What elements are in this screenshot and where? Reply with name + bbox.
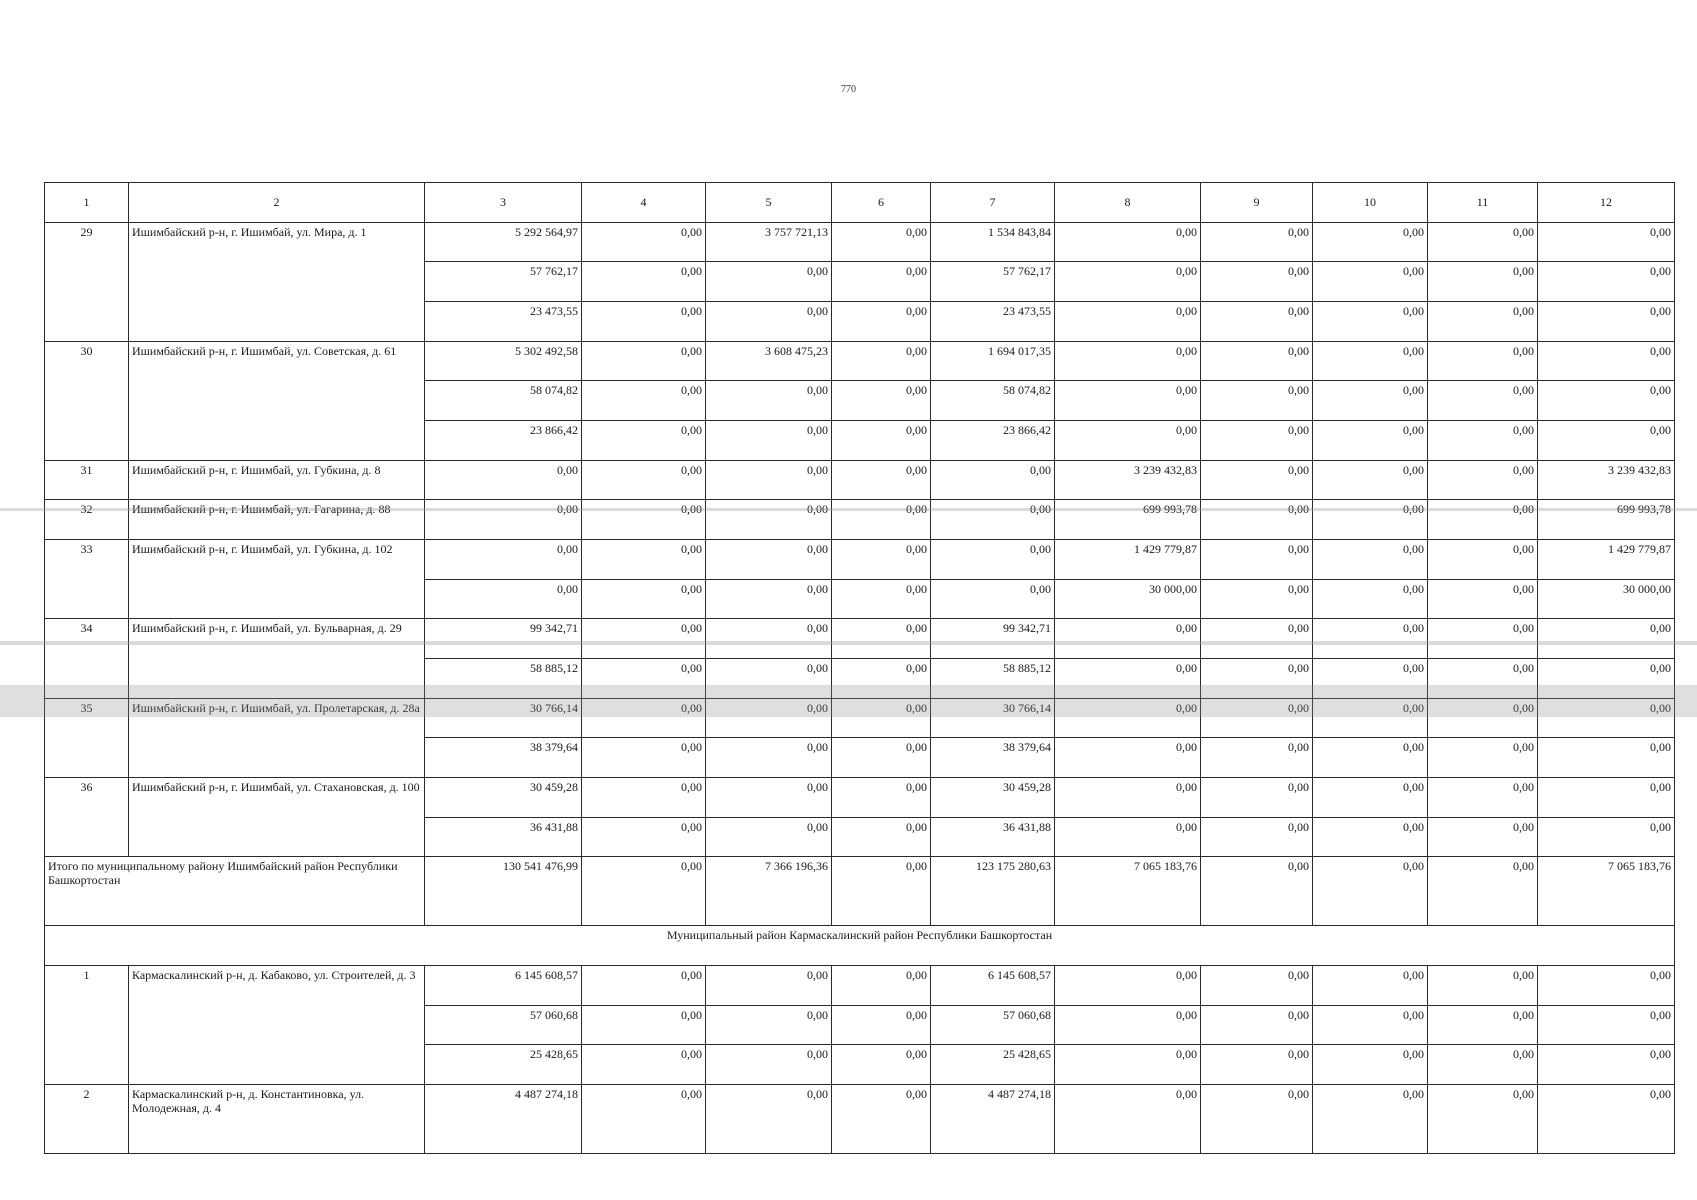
amount-cell: 0,00 [582, 698, 706, 738]
amount-cell: 5 302 492,58 [425, 341, 582, 381]
row-number: 32 [45, 500, 129, 540]
amount-cell: 0,00 [1055, 738, 1201, 778]
table-row [45, 778, 1675, 818]
row-number: 30 [45, 341, 129, 460]
column-header: 9 [1201, 183, 1313, 223]
amount-cell: 0,00 [582, 1005, 706, 1045]
amount-cell: 0,00 [1313, 460, 1428, 500]
amount-cell: 30 766,14 [425, 698, 582, 738]
amount-cell: 0,00 [1538, 1045, 1675, 1085]
amount-cell: 0,00 [425, 500, 582, 540]
amount-cell: 0,00 [832, 738, 931, 778]
amount-cell: 0,00 [832, 966, 931, 1006]
amount-cell: 0,00 [1538, 619, 1675, 659]
amount-cell: 0,00 [1201, 500, 1313, 540]
amount-cell: 0,00 [582, 262, 706, 302]
row-number: 2 [45, 1085, 129, 1154]
amount-cell: 25 428,65 [425, 1045, 582, 1085]
amount-cell: 0,00 [1201, 222, 1313, 262]
header-row [45, 183, 1675, 223]
amount-cell: 6 145 608,57 [931, 966, 1055, 1006]
amount-cell: 0,00 [832, 341, 931, 381]
address-cell: Кармаскалинский р-н, д. Константиновка, ул. Молодежная, д. 4 [129, 1085, 425, 1154]
amount-cell: 0,00 [582, 460, 706, 500]
amount-cell: 0,00 [706, 500, 832, 540]
address-cell: Кармаскалинский р-н, д. Кабаково, ул. Строителей, д. 3 [129, 966, 425, 1085]
amount-cell: 36 431,88 [931, 817, 1055, 857]
amount-cell: 0,00 [1428, 540, 1538, 580]
amount-cell: 0,00 [1313, 738, 1428, 778]
amount-cell: 0,00 [706, 579, 832, 619]
amount-cell: 25 428,65 [931, 1045, 1055, 1085]
amount-cell: 0,00 [832, 659, 931, 699]
amount-cell: 0,00 [1055, 966, 1201, 1006]
amount-cell: 0,00 [1538, 966, 1675, 1006]
row-number: 34 [45, 619, 129, 698]
amount-cell: 0,00 [832, 222, 931, 262]
amount-cell: 0,00 [1428, 579, 1538, 619]
amount-cell: 0,00 [832, 381, 931, 421]
amount-cell: 0,00 [582, 302, 706, 342]
table-row [45, 698, 1675, 738]
amount-cell: 699 993,78 [1055, 500, 1201, 540]
amount-cell: 0,00 [582, 817, 706, 857]
amount-cell: 0,00 [1055, 341, 1201, 381]
amount-cell: 38 379,64 [931, 738, 1055, 778]
amount-cell: 0,00 [1313, 579, 1428, 619]
total-amount-cell: 130 541 476,99 [425, 857, 582, 926]
amount-cell: 0,00 [1538, 341, 1675, 381]
amount-cell: 0,00 [1428, 1005, 1538, 1045]
amount-cell: 3 608 475,23 [706, 341, 832, 381]
section-title: Муниципальный район Кармаскалинский район Республики Башкортостан [45, 926, 1675, 966]
amount-cell: 57 060,68 [931, 1005, 1055, 1045]
column-header: 8 [1055, 183, 1201, 223]
amount-cell: 0,00 [706, 1085, 832, 1154]
column-header: 11 [1428, 183, 1538, 223]
amount-cell: 0,00 [1538, 262, 1675, 302]
amount-cell: 0,00 [1428, 262, 1538, 302]
amount-cell: 0,00 [1313, 659, 1428, 699]
amount-cell: 0,00 [1313, 1045, 1428, 1085]
amount-cell: 0,00 [582, 1045, 706, 1085]
column-header: 4 [582, 183, 706, 223]
row-number: 1 [45, 966, 129, 1085]
amount-cell: 6 145 608,57 [425, 966, 582, 1006]
amount-cell: 36 431,88 [425, 817, 582, 857]
amount-cell: 3 239 432,83 [1055, 460, 1201, 500]
amount-cell: 0,00 [1055, 817, 1201, 857]
amount-cell: 0,00 [1313, 966, 1428, 1006]
amount-cell: 0,00 [1428, 659, 1538, 699]
amount-cell: 0,00 [706, 1005, 832, 1045]
amount-cell: 0,00 [1201, 1045, 1313, 1085]
amount-cell: 0,00 [931, 540, 1055, 580]
amount-cell: 0,00 [582, 540, 706, 580]
amount-cell: 699 993,78 [1538, 500, 1675, 540]
amount-cell: 0,00 [1055, 619, 1201, 659]
page-number: 770 [841, 84, 856, 95]
amount-cell: 0,00 [706, 460, 832, 500]
amount-cell: 0,00 [1201, 659, 1313, 699]
total-amount-cell: 0,00 [1428, 857, 1538, 926]
amount-cell: 0,00 [1313, 341, 1428, 381]
amount-cell: 0,00 [582, 500, 706, 540]
amount-cell: 30 459,28 [425, 778, 582, 818]
amount-cell: 1 694 017,35 [931, 341, 1055, 381]
total-amount-cell: 7 065 183,76 [1538, 857, 1675, 926]
amount-cell: 0,00 [1055, 262, 1201, 302]
column-header: 5 [706, 183, 832, 223]
amount-cell: 0,00 [1313, 302, 1428, 342]
column-header: 10 [1313, 183, 1428, 223]
amount-cell: 1 429 779,87 [1538, 540, 1675, 580]
amount-cell: 0,00 [832, 500, 931, 540]
amount-cell: 0,00 [582, 579, 706, 619]
amount-cell: 5 292 564,97 [425, 222, 582, 262]
address-cell: Ишимбайский р-н, г. Ишимбай, ул. Гагарина, д. 88 [129, 500, 425, 540]
section-row [45, 926, 1675, 966]
amount-cell: 0,00 [582, 738, 706, 778]
table-row [45, 966, 1675, 1006]
amount-cell: 0,00 [582, 966, 706, 1006]
column-header: 3 [425, 183, 582, 223]
amount-cell: 4 487 274,18 [931, 1085, 1055, 1154]
amount-cell: 0,00 [1313, 778, 1428, 818]
amount-cell: 4 487 274,18 [425, 1085, 582, 1154]
amount-cell: 0,00 [1428, 698, 1538, 738]
amount-cell: 0,00 [1201, 738, 1313, 778]
amount-cell: 0,00 [832, 698, 931, 738]
amount-cell: 0,00 [1538, 381, 1675, 421]
amount-cell: 0,00 [582, 778, 706, 818]
amount-cell: 0,00 [1538, 1005, 1675, 1045]
amount-cell: 0,00 [832, 817, 931, 857]
amount-cell: 0,00 [1201, 698, 1313, 738]
table-row [45, 500, 1675, 540]
amount-cell: 0,00 [706, 778, 832, 818]
amount-cell: 0,00 [582, 659, 706, 699]
amount-cell: 30 000,00 [1055, 579, 1201, 619]
amount-cell: 0,00 [1428, 1045, 1538, 1085]
amount-cell: 58 074,82 [931, 381, 1055, 421]
amount-cell: 0,00 [582, 222, 706, 262]
amount-cell: 0,00 [1428, 500, 1538, 540]
amount-cell: 0,00 [931, 460, 1055, 500]
row-number: 33 [45, 540, 129, 619]
amount-cell: 1 534 843,84 [931, 222, 1055, 262]
row-number: 29 [45, 222, 129, 341]
budget-table [44, 182, 1675, 1154]
amount-cell: 0,00 [582, 619, 706, 659]
amount-cell: 0,00 [931, 579, 1055, 619]
column-header: 1 [45, 183, 129, 223]
amount-cell: 0,00 [832, 1085, 931, 1154]
amount-cell: 0,00 [1313, 1005, 1428, 1045]
amount-cell: 3 239 432,83 [1538, 460, 1675, 500]
amount-cell: 0,00 [1428, 421, 1538, 461]
amount-cell: 0,00 [1428, 619, 1538, 659]
amount-cell: 0,00 [425, 540, 582, 580]
total-amount-cell: 0,00 [832, 857, 931, 926]
amount-cell: 0,00 [931, 500, 1055, 540]
total-amount-cell: 7 065 183,76 [1055, 857, 1201, 926]
amount-cell: 0,00 [1201, 817, 1313, 857]
amount-cell: 0,00 [706, 619, 832, 659]
column-header: 6 [832, 183, 931, 223]
amount-cell: 0,00 [1538, 778, 1675, 818]
table-row [45, 619, 1675, 659]
amount-cell: 0,00 [832, 1005, 931, 1045]
amount-cell: 0,00 [706, 659, 832, 699]
table-row [45, 460, 1675, 500]
row-number: 35 [45, 698, 129, 777]
amount-cell: 0,00 [425, 460, 582, 500]
address-cell: Ишимбайский р-н, г. Ишимбай, ул. Мира, д. 1 [129, 222, 425, 341]
amount-cell: 0,00 [1538, 817, 1675, 857]
amount-cell: 0,00 [1428, 738, 1538, 778]
amount-cell: 0,00 [1055, 1005, 1201, 1045]
total-amount-cell: 0,00 [582, 857, 706, 926]
amount-cell: 0,00 [1055, 778, 1201, 818]
amount-cell: 0,00 [582, 1085, 706, 1154]
amount-cell: 0,00 [1313, 381, 1428, 421]
amount-cell: 0,00 [706, 540, 832, 580]
amount-cell: 0,00 [1055, 222, 1201, 262]
column-header: 12 [1538, 183, 1675, 223]
address-cell: Ишимбайский р-н, г. Ишимбай, ул. Губкина, д. 8 [129, 460, 425, 500]
amount-cell: 0,00 [1538, 1085, 1675, 1154]
amount-cell: 0,00 [706, 1045, 832, 1085]
amount-cell: 0,00 [1538, 222, 1675, 262]
amount-cell: 0,00 [1313, 619, 1428, 659]
amount-cell: 0,00 [832, 540, 931, 580]
amount-cell: 3 757 721,13 [706, 222, 832, 262]
amount-cell: 1 429 779,87 [1055, 540, 1201, 580]
amount-cell: 58 074,82 [425, 381, 582, 421]
amount-cell: 0,00 [1055, 698, 1201, 738]
amount-cell: 0,00 [1428, 302, 1538, 342]
column-header: 2 [129, 183, 425, 223]
amount-cell: 0,00 [1055, 302, 1201, 342]
amount-cell: 0,00 [706, 302, 832, 342]
amount-cell: 0,00 [1055, 659, 1201, 699]
amount-cell: 0,00 [1313, 698, 1428, 738]
amount-cell: 0,00 [832, 302, 931, 342]
amount-cell: 0,00 [1201, 540, 1313, 580]
amount-cell: 0,00 [706, 738, 832, 778]
amount-cell: 0,00 [1201, 579, 1313, 619]
amount-cell: 0,00 [1201, 262, 1313, 302]
total-amount-cell: 123 175 280,63 [931, 857, 1055, 926]
table-row [45, 341, 1675, 381]
amount-cell: 0,00 [706, 262, 832, 302]
amount-cell: 0,00 [1201, 421, 1313, 461]
amount-cell: 0,00 [582, 421, 706, 461]
amount-cell: 0,00 [1538, 302, 1675, 342]
amount-cell: 0,00 [706, 421, 832, 461]
total-amount-cell: 0,00 [1201, 857, 1313, 926]
amount-cell: 0,00 [1428, 341, 1538, 381]
amount-cell: 0,00 [1538, 659, 1675, 699]
amount-cell: 0,00 [1538, 698, 1675, 738]
amount-cell: 0,00 [706, 698, 832, 738]
address-cell: Ишимбайский р-н, г. Ишимбай, ул. Губкина, д. 102 [129, 540, 425, 619]
amount-cell: 0,00 [1055, 1045, 1201, 1085]
amount-cell: 0,00 [582, 381, 706, 421]
table-row [45, 222, 1675, 262]
amount-cell: 0,00 [1313, 421, 1428, 461]
amount-cell: 0,00 [1313, 1085, 1428, 1154]
amount-cell: 0,00 [1313, 500, 1428, 540]
amount-cell: 0,00 [1428, 460, 1538, 500]
amount-cell: 38 379,64 [425, 738, 582, 778]
amount-cell: 0,00 [1201, 1085, 1313, 1154]
total-amount-cell: 7 366 196,36 [706, 857, 832, 926]
amount-cell: 0,00 [832, 579, 931, 619]
amount-cell: 0,00 [832, 421, 931, 461]
amount-cell: 0,00 [832, 1045, 931, 1085]
amount-cell: 0,00 [832, 778, 931, 818]
total-row [45, 857, 1675, 926]
amount-cell: 0,00 [1428, 222, 1538, 262]
amount-cell: 58 885,12 [931, 659, 1055, 699]
amount-cell: 0,00 [1201, 1005, 1313, 1045]
amount-cell: 0,00 [706, 381, 832, 421]
amount-cell: 0,00 [1428, 966, 1538, 1006]
amount-cell: 0,00 [832, 262, 931, 302]
table-row [45, 1085, 1675, 1154]
amount-cell: 0,00 [1428, 817, 1538, 857]
amount-cell: 0,00 [1201, 778, 1313, 818]
amount-cell: 30 459,28 [931, 778, 1055, 818]
amount-cell: 0,00 [1201, 381, 1313, 421]
row-number: 36 [45, 778, 129, 857]
column-header: 7 [931, 183, 1055, 223]
amount-cell: 23 866,42 [425, 421, 582, 461]
amount-cell: 0,00 [1428, 778, 1538, 818]
amount-cell: 0,00 [1428, 1085, 1538, 1154]
amount-cell: 99 342,71 [425, 619, 582, 659]
amount-cell: 0,00 [1201, 619, 1313, 659]
amount-cell: 0,00 [582, 341, 706, 381]
amount-cell: 0,00 [1201, 341, 1313, 381]
amount-cell: 23 473,55 [425, 302, 582, 342]
amount-cell: 0,00 [1428, 381, 1538, 421]
amount-cell: 0,00 [1201, 302, 1313, 342]
amount-cell: 0,00 [1201, 460, 1313, 500]
amount-cell: 0,00 [1055, 381, 1201, 421]
amount-cell: 99 342,71 [931, 619, 1055, 659]
amount-cell: 0,00 [706, 817, 832, 857]
amount-cell: 0,00 [1313, 817, 1428, 857]
amount-cell: 58 885,12 [425, 659, 582, 699]
total-label: Итого по муниципальному району Ишимбайский район Республики Башкортостан [45, 857, 425, 926]
address-cell: Ишимбайский р-н, г. Ишимбай, ул. Стахановская, д. 100 [129, 778, 425, 857]
amount-cell: 0,00 [1201, 966, 1313, 1006]
amount-cell: 30 000,00 [1538, 579, 1675, 619]
amount-cell: 0,00 [832, 619, 931, 659]
table-body [45, 183, 1675, 1154]
amount-cell: 0,00 [1055, 1085, 1201, 1154]
amount-cell: 0,00 [706, 966, 832, 1006]
amount-cell: 0,00 [425, 579, 582, 619]
amount-cell: 0,00 [1538, 421, 1675, 461]
amount-cell: 57 762,17 [425, 262, 582, 302]
amount-cell: 30 766,14 [931, 698, 1055, 738]
amount-cell: 0,00 [1538, 738, 1675, 778]
address-cell: Ишимбайский р-н, г. Ишимбай, ул. Советская, д. 61 [129, 341, 425, 460]
amount-cell: 0,00 [1313, 262, 1428, 302]
table-row [45, 540, 1675, 580]
amount-cell: 57 762,17 [931, 262, 1055, 302]
amount-cell: 23 866,42 [931, 421, 1055, 461]
amount-cell: 0,00 [1313, 222, 1428, 262]
address-cell: Ишимбайский р-н, г. Ишимбай, ул. Бульварная, д. 29 [129, 619, 425, 698]
row-number: 31 [45, 460, 129, 500]
amount-cell: 0,00 [1055, 421, 1201, 461]
amount-cell: 57 060,68 [425, 1005, 582, 1045]
amount-cell: 0,00 [832, 460, 931, 500]
total-amount-cell: 0,00 [1313, 857, 1428, 926]
amount-cell: 23 473,55 [931, 302, 1055, 342]
amount-cell: 0,00 [1313, 540, 1428, 580]
address-cell: Ишимбайский р-н, г. Ишимбай, ул. Пролетарская, д. 28а [129, 698, 425, 777]
